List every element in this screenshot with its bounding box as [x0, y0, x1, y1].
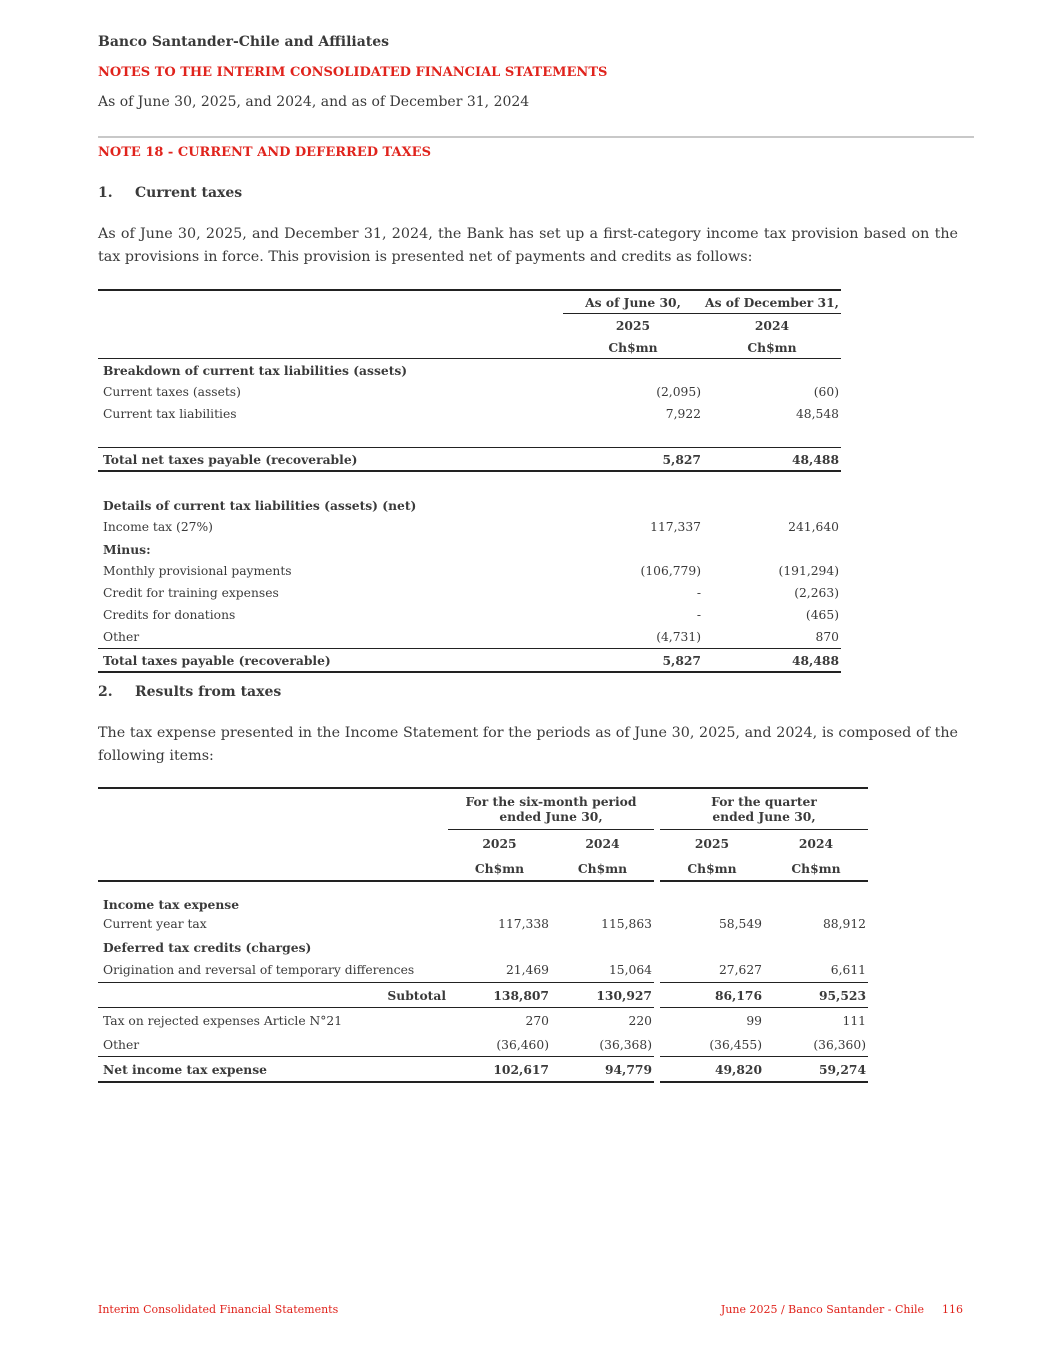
table-row: Current year tax 117,338 115,863 58,549 88,912 — [103, 917, 866, 931]
t1-col2-year: 2024 — [754, 317, 790, 333]
table-row: Other (4,731) 870 — [103, 630, 839, 644]
t2-group2-head: For the quarter ended June 30, — [660, 788, 868, 830]
table-row: Net income tax expense 102,617 94,779 49,820 59,274 — [98, 1057, 868, 1083]
section-1-heading — [98, 185, 242, 201]
t1-col1-year: 2025 — [615, 317, 651, 333]
table-row: Minus: — [103, 541, 151, 557]
table-row: Income tax (27%) 117,337 241,640 — [103, 520, 839, 534]
t1-col1-head: As of June 30, — [563, 290, 703, 314]
section-1-title: Current taxes — [135, 185, 243, 201]
notes-title: NOTES TO THE INTERIM CONSOLIDATED FINANCIAL STATEMENTS — [98, 65, 608, 80]
t1-breakdown-head: Breakdown of current tax liabilities (assets) — [103, 362, 408, 378]
report-period: As of June 30, 2025, and 2024, and as of December 31, 2024 — [98, 94, 530, 110]
footer-right — [721, 1303, 963, 1316]
footer-left: Interim Consolidated Financial Statements — [98, 1303, 339, 1316]
table-row: Subtotal 138,807 130,927 86,176 95,523 — [98, 983, 868, 1008]
table-row: Total net taxes payable (recoverable) 5,827 48,488 — [98, 448, 841, 472]
header-divider — [98, 136, 974, 138]
table-row — [98, 359, 841, 382]
t1-col1-unit: Ch$mn — [563, 336, 703, 359]
page-number: 116 — [942, 1303, 963, 1316]
company-name: Banco Santander-Chile and Affiliates — [98, 34, 390, 50]
t1-col2-head: As of December 31, — [703, 290, 841, 314]
section-1-paragraph: As of June 30, 2025, and December 31, 2024, the Bank has set up a first-category income tax provision based on the tax provisions in force. This provision is presented net of payments and credits as follows: — [98, 226, 958, 265]
table-row: Deferred tax credits (charges) — [103, 939, 312, 955]
t1-col2-unit: Ch$mn — [703, 336, 841, 359]
note-title: NOTE 18 - CURRENT AND DEFERRED TAXES — [98, 145, 431, 160]
section-2-paragraph: The tax expense presented in the Income Statement for the periods as of June 30, 2025, and 2024, is composed of the following items: — [98, 725, 958, 764]
table-row — [98, 494, 841, 516]
section-2-heading — [98, 684, 281, 700]
table-row: Current tax liabilities 7,922 48,548 — [103, 407, 839, 421]
table-row: Origination and reversal of temporary differences 21,469 15,064 27,627 6,611 — [98, 958, 868, 983]
table-row: Tax on rejected expenses Article N°21 270 220 99 111 — [103, 1014, 866, 1028]
table-row: Monthly provisional payments (106,779) (191,294) — [103, 564, 839, 578]
section-2-number: 2. — [98, 684, 113, 700]
table-row: Total taxes payable (recoverable) 5,827 48,488 — [98, 649, 841, 673]
t1-details-head: Details of current tax liabilities (assets) (net) — [103, 497, 417, 513]
table-row: Credits for donations - (465) — [103, 608, 839, 622]
t2-group1-head: For the six-month period ended June 30, — [448, 788, 654, 830]
table-row: Other (36,460) (36,368) (36,455) (36,360) — [98, 1034, 868, 1057]
table-row: Current taxes (assets) (2,095) (60) — [103, 385, 839, 399]
table-row: Income tax expense — [103, 897, 240, 912]
footer-publication: June 2025 / Banco Santander - Chile — [720, 1303, 924, 1316]
section-1-number: 1. — [98, 185, 113, 201]
section-2-title: Results from taxes — [135, 684, 282, 700]
table-row: Credit for training expenses - (2,263) — [103, 586, 839, 600]
tax-expense-table: For the six-month period ended June 30, For the quarter ended June 30, 2025 2024 2025 2024 Ch$mn Ch$mn Ch$mn Ch$mn Income tax expense Current year tax 117,338 115,863 58,549 88,912 Deferred tax credits (charges) Origination and reversal of temporary differences 21,469 15,064 27,627 6,611 Subtotal 138,807 130,927 86,176 95,523 Tax on rejected expenses Article N°21 270 220 99 111 Other (36,460) (36,368) (36,455) (36,360) Net income tax expense 102,617 94,779 49,820 59,274 — [98, 787, 868, 1083]
current-taxes-table — [98, 289, 841, 673]
